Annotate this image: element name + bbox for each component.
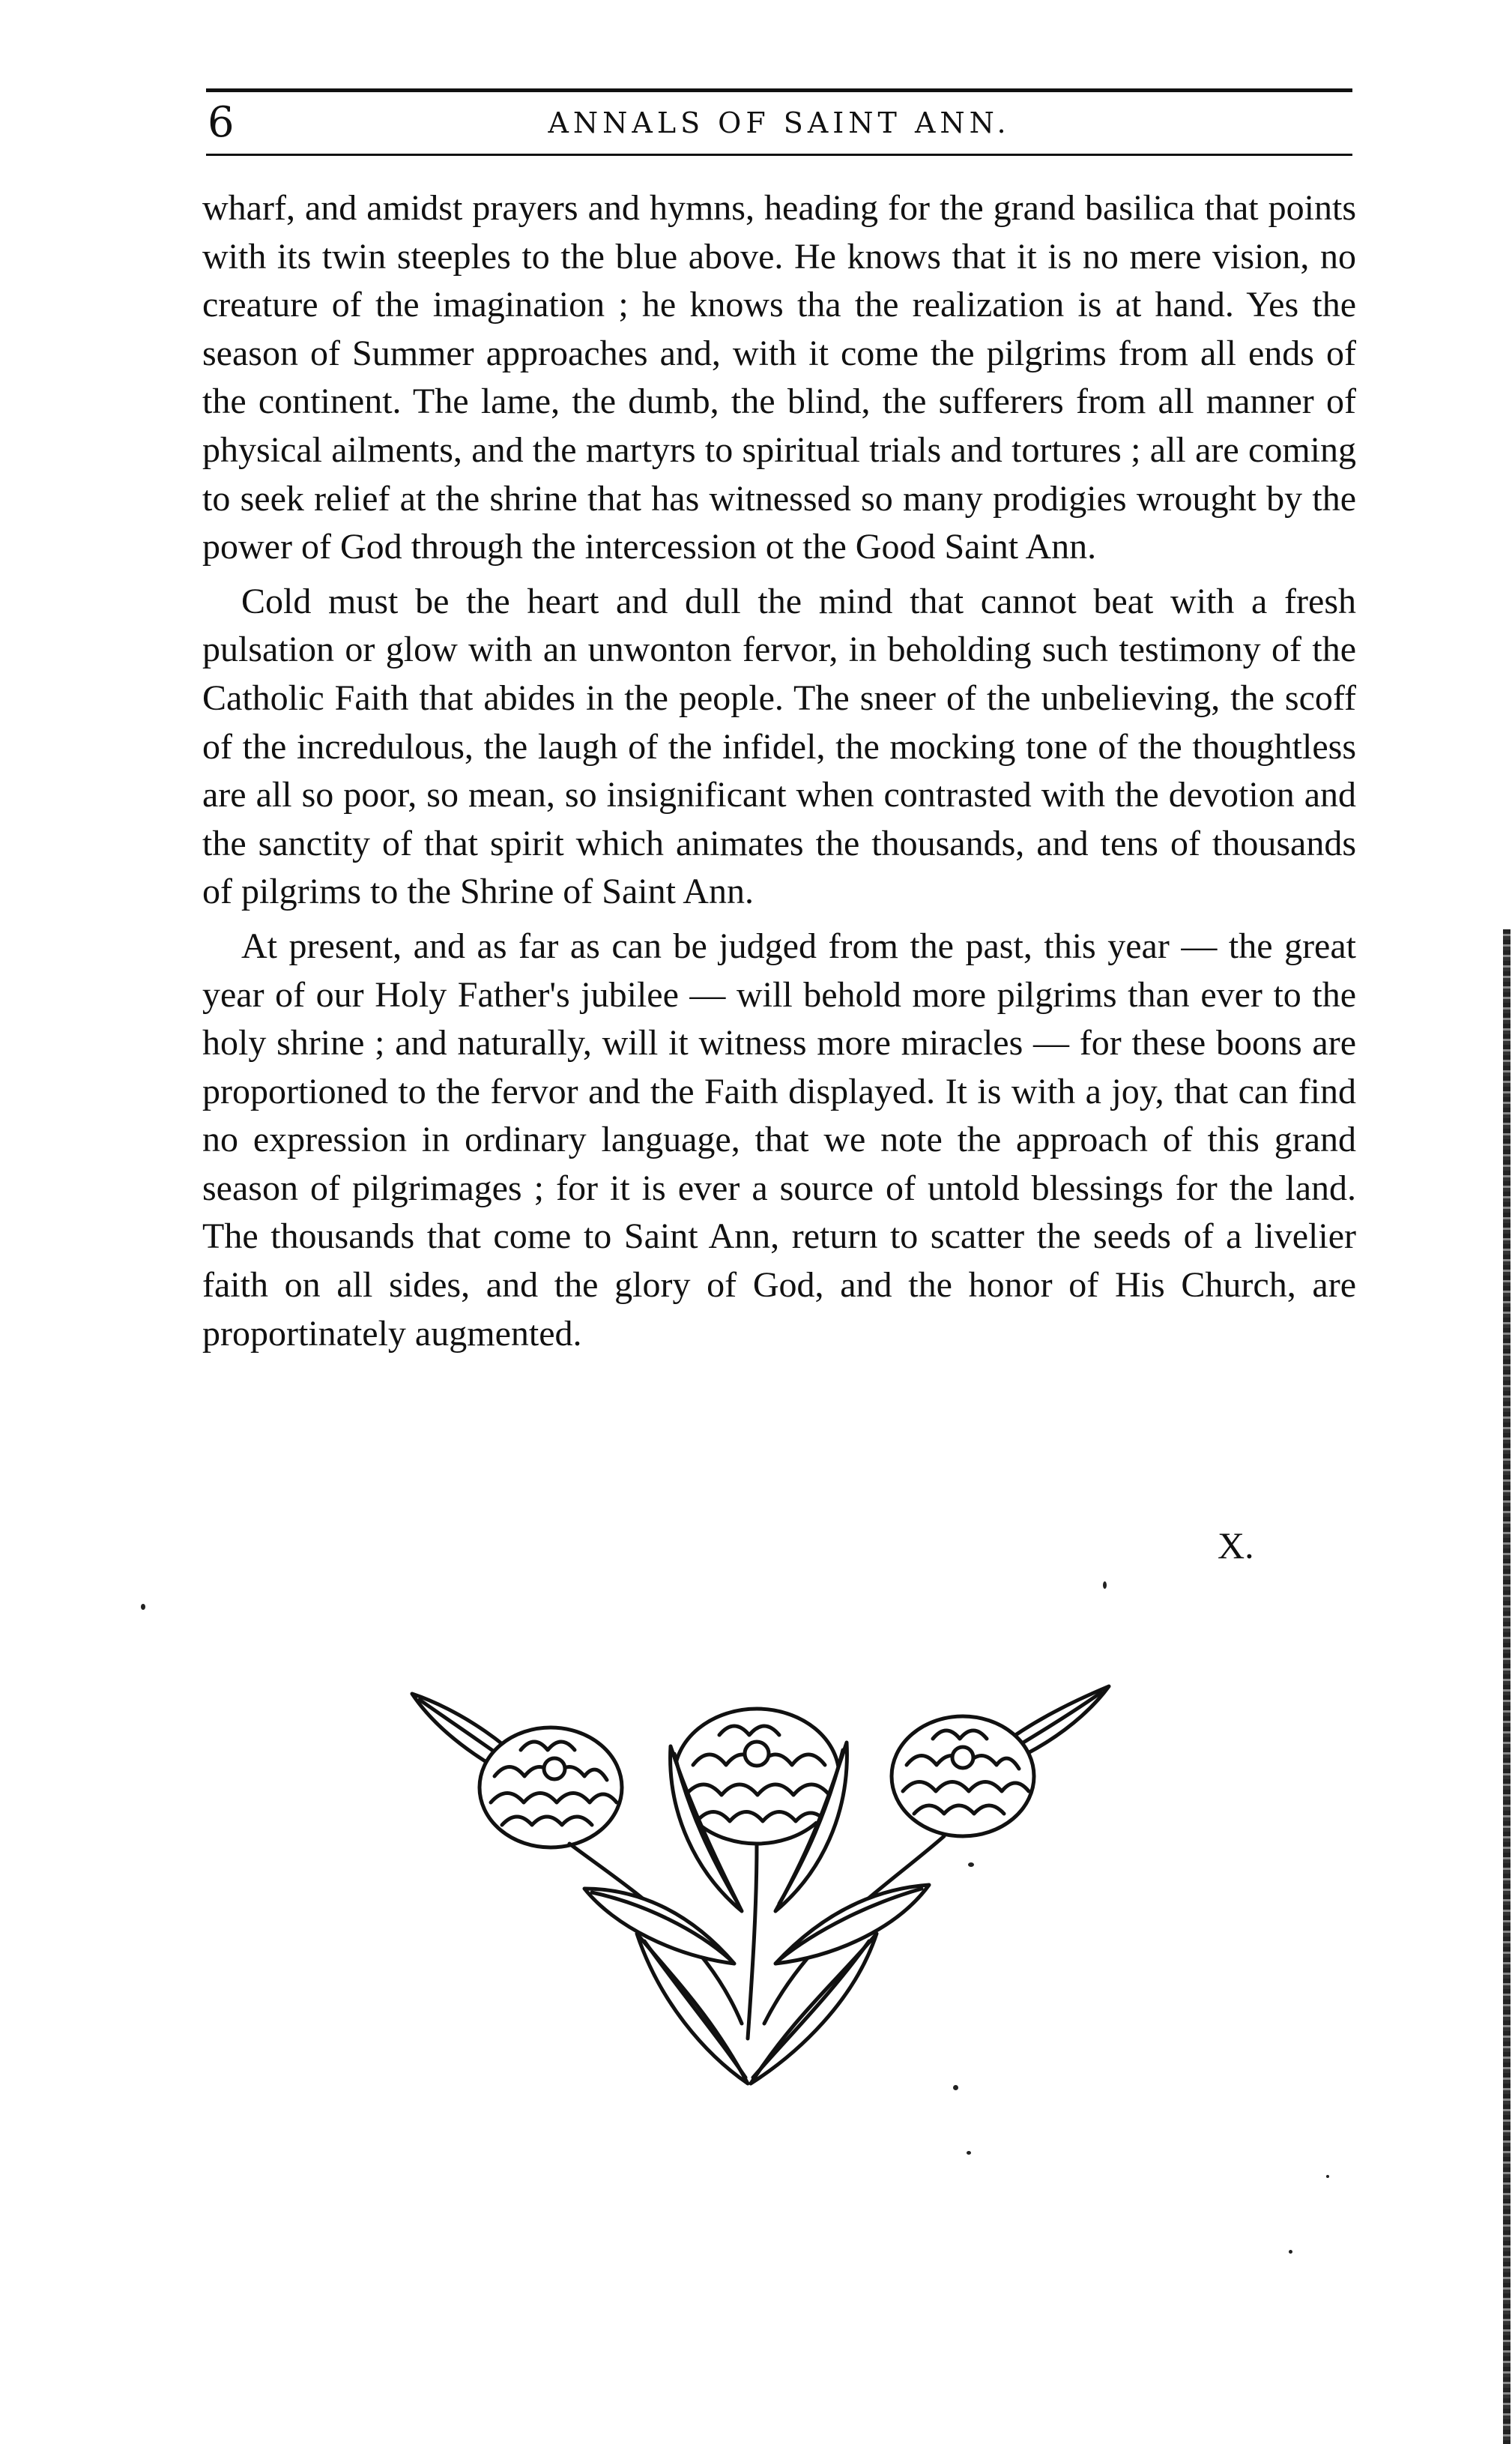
- page-speck: [1103, 1581, 1107, 1589]
- running-head: [206, 96, 1352, 150]
- paragraph-continuation: wharf, and amidst prayers and hymns, heading for the grand basilica that points with its twin steeples to the blue above. He knows that it is no mere vision, no creature of the imagination ; he knows tha the realization is at hand. Yes the season of Summer approaches and, with it come the pilgrims from all ends of the continent. The lame, the dumb, the blind, the sufferers from all manner of physical ailments, and the martyrs to spiritual trials and tortures ; all are coming to seek relief at the shrine that has witnessed so many prodigies wrought by the power of God through the intercession ot the Good Saint Ann.: [202, 188, 1356, 567]
- flower-left: [480, 1728, 622, 1847]
- author-signature: X.: [1218, 1524, 1254, 1566]
- page-number: 6: [208, 98, 235, 147]
- page-speck: [1289, 2250, 1292, 2254]
- page-speck: [967, 2151, 971, 2155]
- page-speck: [141, 1604, 145, 1610]
- paragraph: Cold must be the heart and dull the mind that cannot beat with a fresh pulsation or glow with an unwonton fervor, in beholding such testimony of the Catholic Faith that abides in the people. The sneer of the unbelieving, the scoff of the incredulous, the laugh of the infidel, the mocking tone of the thoughtless are all so poor, so mean, so insignificant when contrasted with the devotion and the sanctity of that spirit which animates the thousands, and tens of thousands of pilgrims to the Shrine of Saint Ann.: [202, 581, 1356, 912]
- body-text: [202, 184, 1356, 1364]
- page-speck: [1326, 2175, 1329, 2178]
- header-rule-bottom: [206, 154, 1352, 156]
- floral-tailpiece-icon: [390, 1664, 1124, 2128]
- page-edge-shadow: [1503, 929, 1511, 2444]
- page-speck: [953, 2085, 958, 2090]
- paragraph: At present, and as far as can be judged from the past, this year — the great year of our Holy Father's jubilee — will behold more pilgrims than ever to the holy shrine ; and naturally, will it witness more miracles — for these boons are proportioned to the fervor and the Faith displayed. It is with a joy, that can find no expression in ordinary language, that we note the approach of this grand season of pilgrimages ; for it is ever a source of untold blessings for the land. The thousands that come to Saint Ann, return to scatter the seeds of a livelier faith on all sides, and the glory of God, and the honor of His Church, are proportinately augmented.: [202, 926, 1356, 1354]
- header-rule-top: [206, 88, 1352, 92]
- page-speck: [968, 1862, 974, 1867]
- flower-right: [892, 1716, 1034, 1836]
- running-title: ANNALS OF SAINT ANN.: [548, 106, 1011, 139]
